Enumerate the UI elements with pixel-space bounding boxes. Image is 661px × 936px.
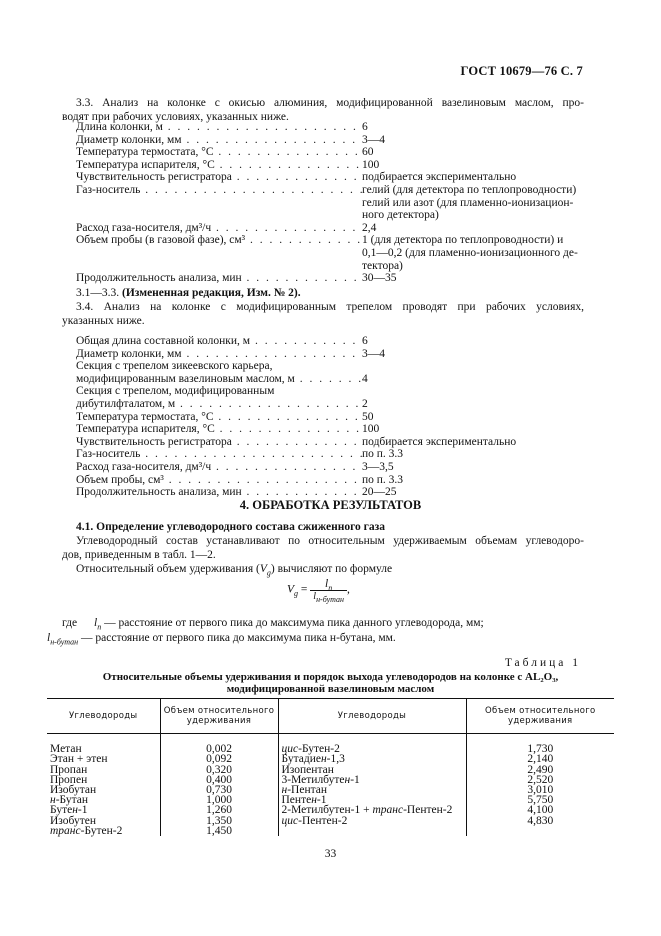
- standard-header: ГОСТ 10679—76 С. 7: [460, 64, 583, 78]
- condition-label: Температура термостата, °С . . .: [76, 411, 362, 424]
- condition-label: Температура испарителя, °С . . .: [76, 159, 362, 172]
- condition-label: Газ-носитель . . .: [76, 184, 362, 197]
- hydrocarbon-cell: 2-Метилбутен-1 + транс-Пентен-2: [278, 805, 466, 815]
- where-line-1: где $l_n$ — расстояние от первого пика до максимума пика данного углеводорода, мм;: [62, 617, 484, 632]
- retention-value-cell: 1,350: [160, 816, 278, 826]
- hydrocarbon-cell: Этан + этен: [50, 753, 108, 766]
- para-3-3-intro: 3.3. Анализ на колонке с окисью алюминия, модифицированной вазелиновым маслом, про-: [76, 97, 584, 109]
- para-4-1-a: Углеводородный состав устанавливают по относительным удерживаемым объемам углеводоро-: [76, 535, 584, 547]
- hydrocarbon-cell: Пропен: [50, 773, 88, 786]
- hydrocarbon-cell: Изобутен: [50, 814, 96, 827]
- condition-value: 3—3,5: [362, 461, 394, 473]
- retention-value-cell: 3,010: [466, 785, 614, 795]
- condition-label: модифицированным вазелиновым маслом, м . . .: [76, 373, 362, 386]
- condition-label: Диаметр колонки, мм . . .: [76, 134, 362, 147]
- condition-row: [76, 411, 596, 424]
- condition-row: [76, 184, 596, 222]
- hydrocarbon-cell: Пентен-1: [278, 795, 466, 805]
- edition-note: [76, 286, 301, 300]
- condition-value: 30—35: [362, 272, 397, 285]
- condition-row: [76, 373, 596, 386]
- condition-row: [76, 474, 596, 487]
- condition-value: подбирается экспериментально: [362, 435, 517, 448]
- condition-label: Объем пробы, см³ . . .: [76, 474, 362, 487]
- condition-value: 6: [362, 121, 368, 133]
- subsection-4-1-title: 4.1. Определение углеводородного состава сжиженного газа: [76, 521, 385, 533]
- retention-value-cell: 1,730: [466, 744, 614, 754]
- condition-value: 60: [362, 146, 374, 159]
- condition-value: 2,4: [362, 221, 377, 234]
- table-number: Таблица 1: [504, 657, 581, 669]
- condition-label: Секция с трепелом зикеевского карьера,: [76, 360, 273, 373]
- hydrocarbon-cell: транс-Бутен-2: [50, 824, 123, 837]
- retention-value-cell: 0,002: [160, 744, 278, 754]
- condition-label: Объем пробы (в газовой фазе), см³ . . .: [76, 234, 362, 247]
- condition-row: [76, 461, 596, 474]
- table-header-cell: Объем относительного удерживания: [466, 699, 614, 734]
- condition-label: дибутилфталатом, м . . .: [76, 398, 362, 411]
- condition-row: [76, 448, 596, 461]
- condition-label: Общая длина составной колонки, м . . .: [76, 335, 362, 348]
- retention-value-cell: 5,750: [466, 795, 614, 805]
- condition-value: 2: [362, 398, 368, 410]
- condition-label: Продолжительность анализа, мин . . .: [76, 486, 362, 499]
- condition-row: [76, 348, 596, 361]
- table-row: [47, 816, 614, 826]
- condition-row: [76, 134, 596, 147]
- condition-label: Газ-носитель . . .: [76, 448, 362, 461]
- condition-row: [76, 171, 596, 184]
- condition-label: Расход газа-носителя, дм³/ч . . .: [76, 461, 362, 474]
- retention-value-cell: 1,450: [160, 826, 278, 836]
- condition-label: Диаметр колонки, мм . . .: [76, 348, 362, 361]
- para-4-1-b: Относительный объем удерживания $(V_g)$ вычисляют по формуле: [76, 563, 393, 578]
- hydrocarbon-cell: цис-Бутен-2: [278, 744, 466, 754]
- retention-value-cell: 2,490: [466, 765, 614, 775]
- retention-value-cell: [466, 826, 614, 836]
- condition-value: 1 (для детектора по теплопроводности) и 0,1—0,2 (для пламенно-ионизационного де- тектора): [362, 234, 578, 272]
- condition-row: [76, 360, 596, 373]
- condition-value: 3—4: [362, 347, 385, 360]
- edition-ref: 3.1—3.3.: [76, 287, 120, 299]
- condition-row: [76, 486, 596, 499]
- condition-value: 20—25: [362, 486, 397, 499]
- hydrocarbon-cell: 3-Метилбутен-1: [278, 775, 466, 785]
- condition-label: Температура термостата, °С . . .: [76, 146, 362, 159]
- condition-value: по п. 3.3: [362, 473, 404, 486]
- para-3-4-intro-cont: указанных ниже.: [62, 315, 145, 327]
- retention-value-cell: 0,092: [160, 754, 278, 764]
- table-header-cell: Объем относительного удерживания: [160, 699, 278, 734]
- condition-value: по п. 3.3: [362, 448, 404, 461]
- table-header-cell: Углеводороды: [278, 699, 466, 734]
- condition-value: 3—4: [362, 133, 385, 146]
- condition-row: [76, 385, 596, 398]
- condition-value: 100: [362, 423, 380, 436]
- para-4-1-a-cont: дов, приведенным в табл. 1—2.: [62, 549, 216, 561]
- condition-value: гелий (для детектора по теплопроводности) гелий или азот (для пламенно-ионизацион- ного детектора): [362, 184, 577, 222]
- formula-fraction: $\frac{l_n}{l_{н-бутан}}$: [310, 578, 347, 602]
- retention-value-cell: 2,140: [466, 754, 614, 764]
- hydrocarbon-cell: н-Бутан: [50, 794, 89, 807]
- condition-label: Чувствительность регистратора . . .: [76, 171, 362, 184]
- hydrocarbon-cell: Изобутан: [50, 784, 97, 796]
- condition-row: [76, 272, 596, 285]
- condition-label: Температура испарителя, °С . . .: [76, 423, 362, 436]
- table-header-row: [47, 699, 614, 734]
- condition-value: 4: [362, 372, 368, 385]
- condition-label: Расход газа-носителя, дм³/ч . . .: [76, 222, 362, 235]
- retention-value-cell: 0,730: [160, 785, 278, 795]
- hydrocarbon-cell: Бутадиен-1,3: [278, 754, 466, 764]
- condition-value: 100: [362, 158, 380, 171]
- retention-value-cell: 1,260: [160, 805, 278, 815]
- retention-value-cell: 0,320: [160, 765, 278, 775]
- table-body: [47, 734, 614, 837]
- condition-value: 50: [362, 410, 374, 423]
- condition-row: [76, 222, 596, 235]
- retention-value-cell: 1,000: [160, 795, 278, 805]
- edition-change: (Измененная редакция, Изм. № 2).: [122, 287, 301, 299]
- section-title: 4. ОБРАБОТКА РЕЗУЛЬТАТОВ: [239, 498, 422, 512]
- hydrocarbon-cell: Изопентан: [278, 765, 466, 775]
- retention-value-cell: 0,400: [160, 775, 278, 785]
- condition-row: [76, 146, 596, 159]
- hydrocarbon-cell: Метан: [50, 743, 82, 756]
- retention-value-cell: 4,100: [466, 805, 614, 815]
- table-title: Относительные объемы удерживания и порядок выхода углеводородов на колонке с AL₂O₃, модифицированной вазелиновым маслом: [102, 671, 559, 695]
- retention-formula: $V_g$ = $\frac{l_n}{l_{н-бутан}}$ ,: [287, 578, 350, 604]
- retention-table: [47, 698, 614, 836]
- condition-row: [76, 398, 596, 411]
- table-row: [47, 826, 614, 836]
- table-header-cell: Углеводороды: [47, 699, 160, 734]
- condition-row: [76, 436, 596, 449]
- condition-value: подбирается экспериментально: [362, 171, 517, 184]
- hydrocarbon-cell: [278, 826, 466, 836]
- condition-label: Длина колонки, м . . .: [76, 121, 362, 134]
- condition-label: Секция с трепелом, модифицированным: [76, 385, 275, 398]
- condition-row: [76, 423, 596, 436]
- condition-label: Продолжительность анализа, мин . . .: [76, 272, 362, 285]
- where-line-2: $l_{н-бутан}$ — расстояние от первого пика до максимума пика н-бутана, мм.: [47, 632, 396, 647]
- hydrocarbon-cell: цис-Пентен-2: [278, 816, 466, 826]
- hydrocarbon-cell: Бутен-1: [50, 804, 88, 817]
- para-3-3-intro-cont: водят при рабочих условиях, указанных ниже.: [62, 111, 289, 123]
- retention-value-cell: 4,830: [466, 816, 614, 826]
- retention-value-cell: 2,520: [466, 775, 614, 785]
- para-3-4-intro: 3.4. Анализ на колонке с модифицированным трепелом проводят при рабочих условиях,: [76, 301, 584, 313]
- condition-row: [76, 234, 596, 272]
- condition-row: [76, 335, 596, 348]
- hydrocarbon-cell: н-Пентан: [278, 785, 466, 795]
- condition-label: Чувствительность регистратора . . .: [76, 436, 362, 449]
- condition-row: [76, 159, 596, 172]
- hydrocarbon-cell: Пропан: [50, 763, 88, 776]
- condition-value: 6: [362, 335, 368, 347]
- condition-row: [76, 121, 596, 134]
- page-number: 33: [324, 848, 337, 860]
